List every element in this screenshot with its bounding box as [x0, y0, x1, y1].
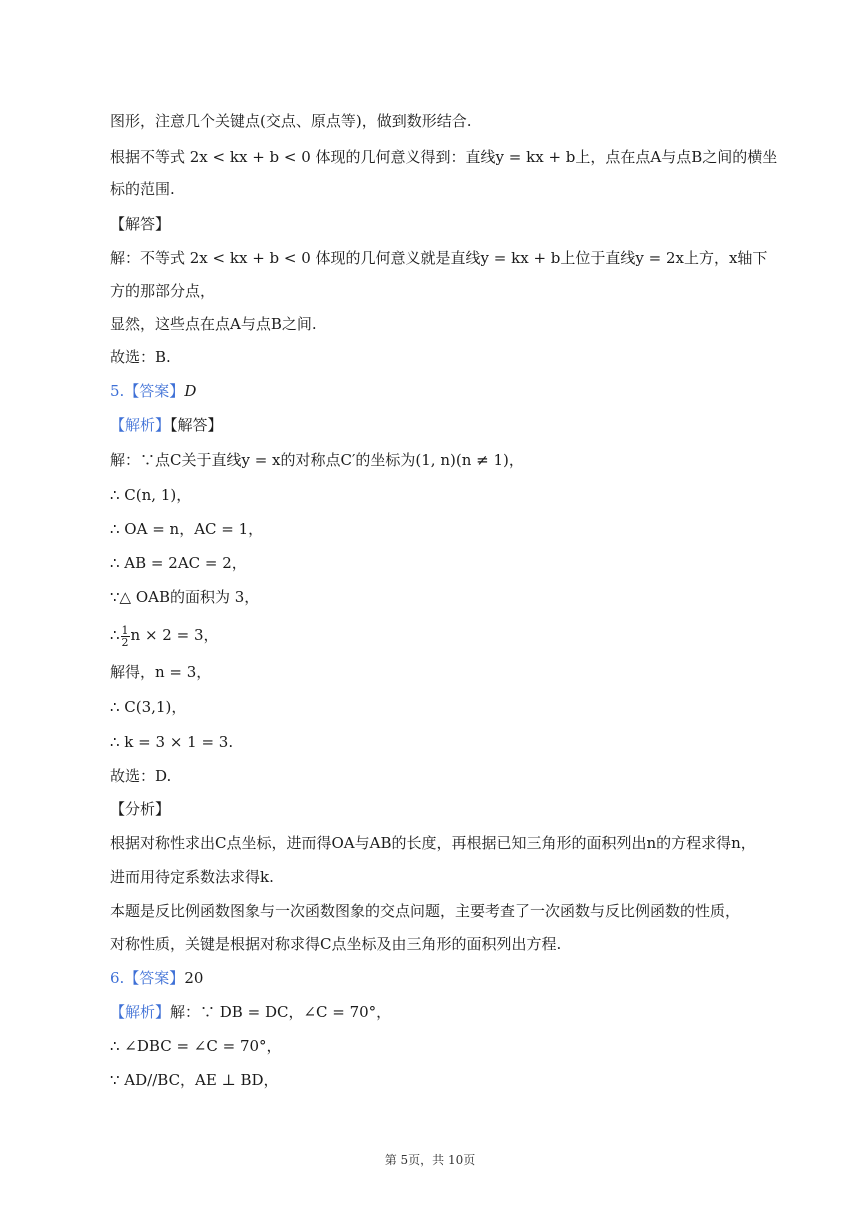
fraction	[121, 625, 130, 648]
analysis-text: 解：∵ DB = DC，∠C = 70°，	[170, 1003, 392, 1021]
analysis-label: 【解析】	[110, 1003, 171, 1021]
text-line: ∵△ OAB的面积为 3，	[110, 588, 260, 606]
text-line: ∴ ∠DBC = ∠C = 70°，	[110, 1037, 282, 1055]
therefore-symbol: ∴	[110, 626, 120, 644]
fraction-numerator: 1	[121, 623, 129, 637]
text-line: 故选：B.	[110, 348, 171, 366]
text-line: ∴ C(n, 1)，	[110, 486, 192, 504]
text-line: 图形，注意几个关键点(交点、原点等)，做到数形结合.	[110, 112, 472, 130]
text-line: 解：∵点C关于直线y = x的对称点C′的坐标为(1, n)(n ≠ 1)，	[110, 451, 524, 469]
text-line: 根据对称性求出C点坐标，进而得OA与AB的长度，再根据已知三角形的面积列出n的方程求得n，	[110, 834, 756, 852]
analysis-line	[110, 1001, 760, 1023]
text-line: ∴ AB = 2AC = 2，	[110, 554, 247, 572]
equation-rest: n × 2 = 3，	[130, 626, 219, 644]
text-line: ∴ C(3,1)，	[110, 698, 187, 716]
answer-value: 20	[184, 969, 204, 987]
text-line: 故选：D.	[110, 767, 172, 785]
solution-label: 【解答】	[170, 416, 223, 434]
fraction-line	[110, 624, 760, 648]
text-line: ∵ AD//BC，AE ⊥ BD，	[110, 1071, 279, 1089]
answer-label: 6.【答案】	[110, 969, 185, 987]
analysis-label: 【解析】	[110, 416, 171, 434]
text-line: 显然，这些点在点A与点B之间.	[110, 315, 317, 333]
question-5-answer	[110, 380, 760, 402]
text-line: 标的范围.	[110, 180, 175, 198]
question-6-answer	[110, 967, 760, 989]
answer-value: D	[184, 382, 197, 400]
answer-label: 5.【答案】	[110, 382, 185, 400]
section-heading: 【分析】	[110, 800, 171, 818]
text-line: ∴ OA = n，AC = 1，	[110, 520, 264, 538]
text-line: ∴ k = 3 × 1 = 3.	[110, 733, 234, 751]
text-line: 解：不等式 2x < kx + b < 0 体现的几何意义就是直线y = kx + b上位于直线y = 2x上方，x轴下	[110, 249, 768, 267]
section-heading: 【解答】	[110, 215, 171, 233]
text-line: 进而用待定系数法求得k.	[110, 868, 274, 886]
analysis-line	[110, 414, 760, 436]
text-line: 方的那部分点，	[110, 282, 216, 300]
page-footer: 第 5页，共 10页	[384, 1153, 476, 1167]
text-line: 本题是反比例函数图象与一次函数图象的交点问题，主要考查了一次函数与反比例函数的性质，	[110, 902, 741, 920]
text-line: 对称性质，关键是根据对称求得C点坐标及由三角形的面积列出方程.	[110, 935, 562, 953]
text-line: 根据不等式 2x < kx + b < 0 体现的几何意义得到：直线y = kx + b上，点在点A与点B之间的横坐	[110, 148, 778, 166]
text-line: 解得，n = 3，	[110, 663, 212, 681]
fraction-denominator: 2	[121, 635, 129, 649]
